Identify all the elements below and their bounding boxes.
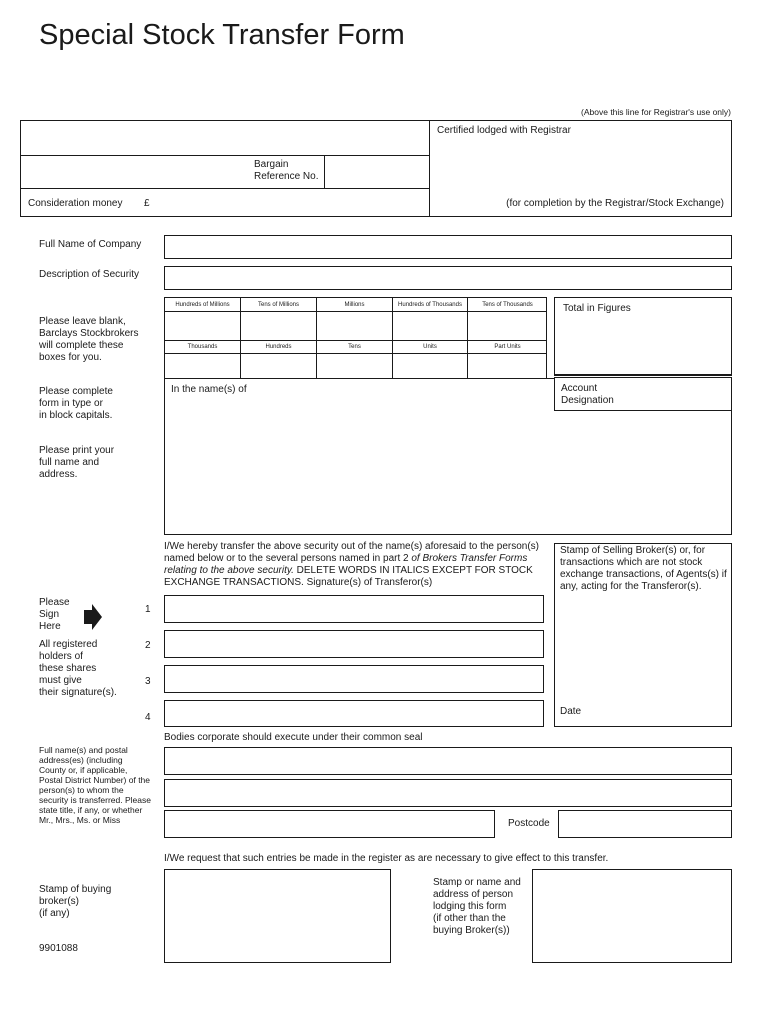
all-holders-note: All registered holders of these shares must give their signature(s). — [39, 639, 117, 698]
postcode-field[interactable] — [558, 810, 732, 838]
consideration-field[interactable] — [156, 190, 428, 216]
grid-header: Units — [423, 344, 437, 350]
grid-header: Tens of Thousands — [482, 302, 533, 308]
grid-cell-tens-millions[interactable] — [241, 312, 316, 340]
lodging-stamp-label: Stamp or name and address of person lodging this form (if other than the buying Broker(s)) — [433, 877, 521, 936]
grid-cell-hundreds[interactable] — [241, 354, 316, 381]
transfer-statement-part1: I/We hereby transfer the above security out of the name(s) aforesaid to the person(s) named below or to the several persons named in part 2 — [164, 541, 540, 564]
grid-header: Hundreds of Millions — [175, 302, 230, 308]
full-name-company-field[interactable] — [164, 235, 732, 259]
grid-cell-units[interactable] — [393, 354, 467, 381]
please-sign-label: Please Sign Here — [39, 597, 70, 632]
completion-note: (for completion by the Registrar/Stock Exchange) — [506, 198, 724, 209]
in-names-label: In the name(s) of — [171, 384, 247, 395]
consideration-label: Consideration money — [28, 198, 123, 209]
signature-number: 1 — [145, 604, 151, 615]
signature-field-3[interactable] — [164, 665, 544, 693]
arrow-right-icon — [84, 604, 102, 630]
grid-cell-millions[interactable] — [317, 312, 392, 340]
request-statement: I/We request that such entries be made in the register as are necessary to give effect to this transfer. — [164, 853, 609, 864]
transferee-note: Full name(s) and postal address(es) (including County or, if applicable, Postal District Number) of the person(s) to whom the security is transferred. Please state title, if any, or whether Mr., Mrs., Ms. or Miss — [39, 745, 151, 825]
signature-field-4[interactable] — [164, 700, 544, 727]
bargain-label: Bargain Reference No. — [254, 159, 319, 182]
grid-header: Hundreds of Thousands — [398, 302, 462, 308]
transfer-statement-part2: DELETE WORDS IN ITALICS EXCEPT FOR STOCK EXCHANGE TRANSACTIONS. Signature(s) of Transferor(s) — [164, 565, 533, 588]
signature-number: 3 — [145, 676, 151, 687]
description-security-field[interactable] — [164, 266, 732, 290]
grid-cell-thousands[interactable] — [165, 354, 240, 381]
complete-note: Please complete form in type or in block capitals. — [39, 386, 113, 421]
leave-blank-note: Please leave blank, Barclays Stockbrokers will complete these boxes for you. — [39, 316, 139, 363]
total-figures-label: Total in Figures — [563, 303, 631, 314]
signature-number: 4 — [145, 712, 151, 723]
transferee-address-line-2[interactable] — [164, 779, 732, 807]
form-title: Special Stock Transfer Form — [39, 19, 405, 51]
full-name-company-label: Full Name of Company — [39, 239, 142, 250]
grid-header: Thousands — [187, 344, 218, 350]
form-code: 9901088 — [39, 943, 78, 954]
selling-broker-stamp-label: Stamp of Selling Broker(s) or, for transactions which are not stock exchange transactions, of Agents(s) if any, acting for the Transferor(s). — [560, 545, 727, 592]
grid-header: Tens of Millions — [257, 302, 299, 308]
bodies-corporate-note: Bodies corporate should execute under their common seal — [164, 732, 423, 743]
bargain-field[interactable] — [325, 156, 429, 188]
signature-number: 2 — [145, 640, 151, 651]
signature-field-2[interactable] — [164, 630, 544, 658]
grid-header: Hundreds — [265, 344, 292, 350]
registrar-note: (Above this line for Registrar's use only) — [581, 107, 731, 117]
registrar-row-line-2 — [20, 188, 430, 189]
grid-header: Millions — [344, 302, 365, 308]
certified-label: Certified lodged with Registrar — [437, 125, 571, 136]
grid-header: Part Units — [494, 344, 521, 350]
description-security-label: Description of Security — [39, 269, 140, 280]
transfer-statement-italic: of Brokers Transfer Forms relating to the above security. — [164, 553, 528, 576]
account-designation-label: Account Designation — [561, 383, 614, 406]
signature-field-1[interactable] — [164, 595, 544, 623]
lodging-stamp-box[interactable] — [532, 869, 732, 963]
grid-cell-tens-thousands[interactable] — [468, 312, 547, 340]
print-note: Please print your full name and address. — [39, 445, 115, 480]
date-label: Date — [560, 706, 582, 717]
grid-cell-part-units[interactable] — [468, 354, 547, 381]
grid-header: Tens — [348, 344, 361, 350]
transferee-address-line-1[interactable] — [164, 747, 732, 775]
grid-cell-tens[interactable] — [317, 354, 392, 381]
postcode-label: Postcode — [508, 818, 550, 829]
transferee-address-line-3[interactable] — [164, 810, 495, 838]
buying-broker-stamp-label: Stamp of buying broker(s) (if any) — [39, 884, 112, 919]
buying-broker-stamp-box[interactable] — [164, 869, 391, 963]
currency-symbol: £ — [144, 198, 150, 209]
grid-cell-hundreds-millions[interactable] — [165, 312, 240, 340]
grid-cell-hundreds-thousands[interactable] — [393, 312, 467, 340]
grid-line — [164, 340, 547, 341]
transfer-statement — [164, 541, 544, 589]
